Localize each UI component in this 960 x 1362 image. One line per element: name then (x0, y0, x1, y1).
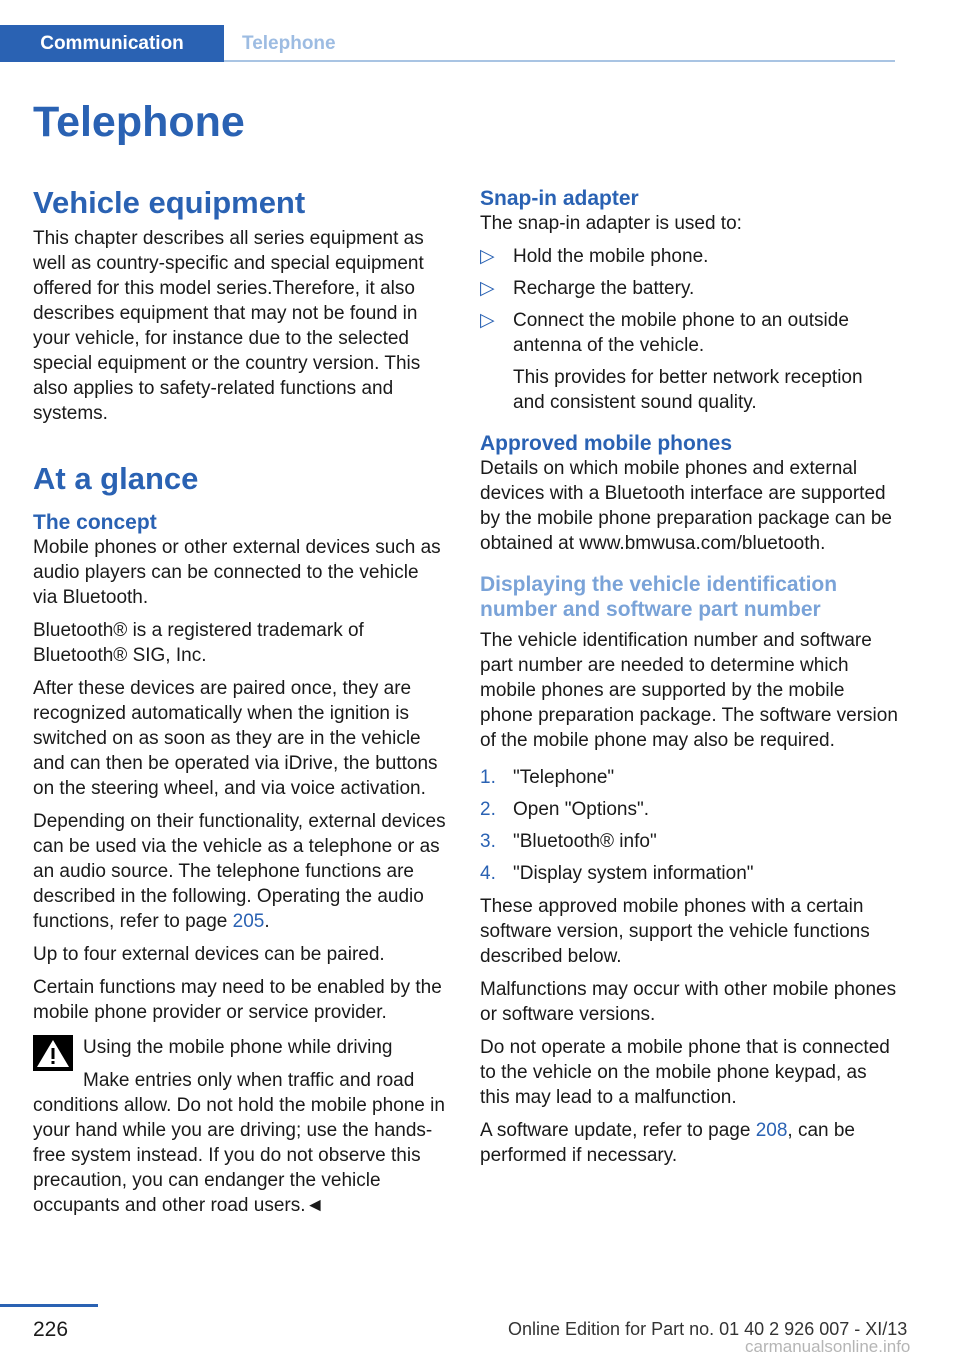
step-text: "Display system information" (513, 863, 754, 884)
heading-approved-mobile-phones: Approved mobile phones (480, 432, 733, 455)
left-column (33, 184, 448, 1218)
concept-p1: Mobile phones or other external devices such as audio players can be connected to the vehicle via Bluetooth. (33, 537, 441, 608)
list-item (480, 765, 898, 790)
bullet-triangle-icon: ▷ (480, 246, 495, 267)
step-number: 2. (480, 799, 496, 820)
concept-p4-end: . (264, 911, 270, 932)
snap-in-intro: The snap-in adapter is used to: (480, 213, 742, 234)
warning-text: conditions allow. Do not hold the mobile phone in your hand while you are driving; use the hands-free system instead. If you do not observe this precaution, you can endanger the vehicle occupants and other road users. (33, 1095, 445, 1216)
concept-p5: Up to four external devices can be paired. (33, 944, 385, 965)
list-item-subtext: This provides for better network reception and consistent sound quality. (513, 367, 863, 413)
warning-triangle-icon (33, 1035, 73, 1071)
chapter-header (0, 25, 895, 62)
vin-p1: These approved mobile phones with a certain software version, support the vehicle functions described below. (480, 896, 870, 967)
list-item (480, 861, 898, 886)
concept-p4 (33, 809, 448, 934)
list-item-text: Connect the mobile phone to an outside antenna of the vehicle. (513, 310, 849, 356)
snap-in-list (480, 244, 898, 415)
step-text: Open "Options". (513, 799, 650, 820)
tab-communication[interactable]: Communication (0, 25, 224, 62)
vin-p2: Malfunctions may occur with other mobile phones or software versions. (480, 979, 897, 1025)
bullet-triangle-icon: ▷ (480, 278, 495, 299)
page-link-208[interactable]: 208 (755, 1120, 788, 1141)
vin-text: The vehicle identification number and software part number are needed to determine which mobile phones are supported by the mobile phone preparation package. The software version of the mobile phone may also be required. (480, 630, 898, 751)
right-column (480, 186, 898, 1176)
approved-text: Details on which mobile phones and external devices with a Bluetooth interface are supported by the mobile phone preparation package can be obtained at www.bmwusa.com/bluetooth. (480, 458, 892, 554)
list-item (480, 797, 898, 822)
end-mark: ◄ (305, 1195, 325, 1216)
warning-line1: Make entries only when traffic and road (83, 1070, 415, 1091)
vehicle-equipment-text: This chapter describes all series equipment as well as country-specific and special equipment offered for this model series.Therefore, it also describes equipment that may not be found in your vehicle, for instance due to the selected special equipment or the country version. This also applies to safety-related functions and systems. (33, 228, 424, 424)
watermark: carmanualsonline.info (745, 1337, 911, 1356)
bullet-triangle-icon: ▷ (480, 310, 495, 331)
list-item (480, 829, 898, 854)
page-link-205[interactable]: 205 (232, 911, 265, 932)
list-item-text: Recharge the battery. (513, 278, 695, 299)
vin-steps (480, 765, 898, 886)
vin-p4-text: A software update, refer to page (480, 1120, 756, 1141)
warning-title: Using the mobile phone while driving (83, 1037, 393, 1058)
concept-p3: After these devices are paired once, they are recognized automatically when the ignition is switched on as soon as they are in the vehicle and can then be operated via iDrive, the buttons on the steering wheel, and via voice activation. (33, 678, 438, 799)
page-number: 226 (33, 1318, 69, 1341)
step-text: "Bluetooth® info" (513, 831, 657, 852)
warning-box (33, 1035, 448, 1218)
heading-vehicle-equipment: Vehicle equipment (33, 185, 306, 220)
vin-p4-end: , can be performed if necessary. (480, 1120, 855, 1166)
concept-p6: Certain functions may need to be enabled by the mobile phone provider or service provider. (33, 977, 442, 1023)
heading-the-concept: The concept (33, 511, 157, 534)
list-item (480, 276, 898, 301)
list-item (480, 244, 898, 269)
step-number: 4. (480, 863, 496, 884)
concept-p2: Bluetooth® is a registered trademark of Bluetooth® SIG, Inc. (33, 620, 364, 666)
edition-note: Online Edition for Part no. 01 40 2 926 007 - XI/13 (508, 1319, 908, 1339)
list-item (480, 308, 898, 415)
footer-rule (0, 1304, 98, 1307)
concept-p4-text: Depending on their functionality, external devices can be used via the vehicle as a telephone or as an audio source. The telephone functions are described in the following. Operating the audio functions, refer to page (33, 811, 446, 932)
heading-snap-in-adapter: Snap-in adapter (480, 187, 639, 210)
list-item-text: Hold the mobile phone. (513, 246, 709, 267)
page-title: Telephone (33, 98, 245, 146)
heading-at-a-glance: At a glance (33, 461, 199, 496)
step-number: 1. (480, 767, 496, 788)
heading-display-vin: Displaying the vehicle identification number and software part number (480, 573, 838, 621)
step-number: 3. (480, 831, 496, 852)
tab-telephone[interactable]: Telephone (242, 32, 336, 54)
step-text: "Telephone" (513, 767, 615, 788)
vin-p3: Do not operate a mobile phone that is connected to the vehicle on the mobile phone keypad, as this may lead to a malfunction. (480, 1037, 890, 1108)
vin-p4 (480, 1118, 898, 1168)
